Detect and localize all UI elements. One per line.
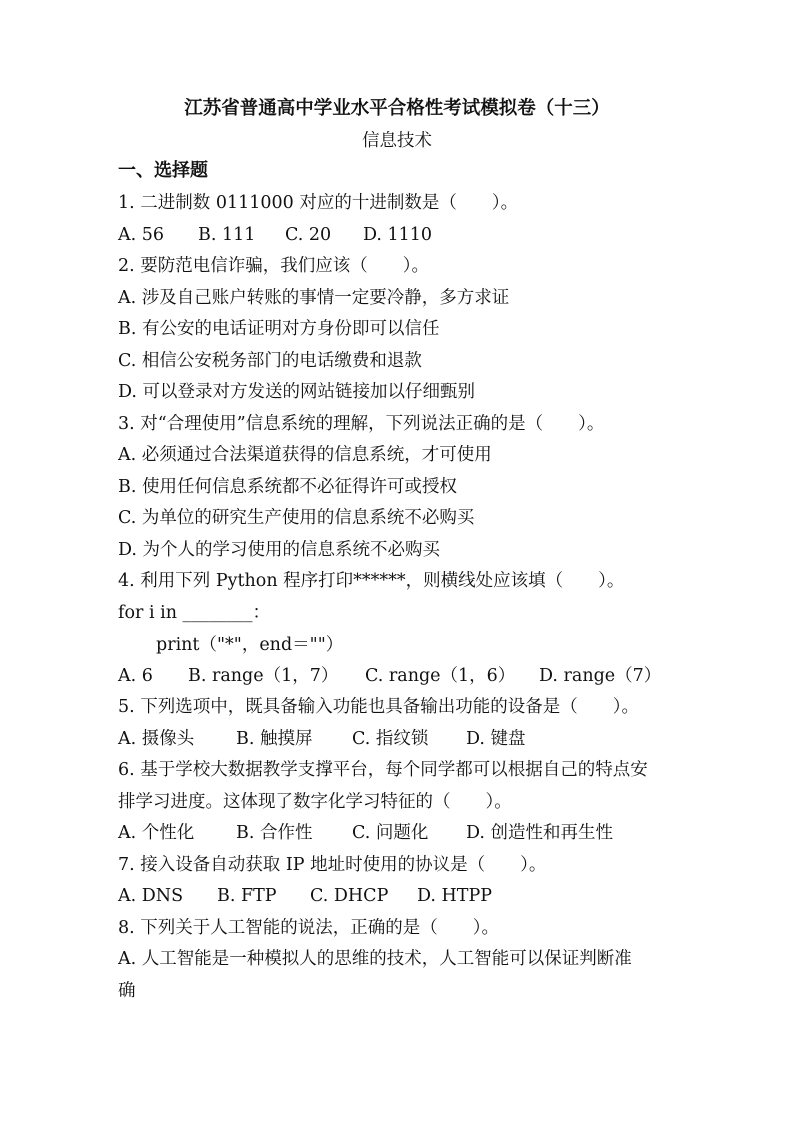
question-8-stem: 8. 下列关于人工智能的说法，正确的是（ ）。 [118,918,500,938]
q8-option-a-line-1: A. 人工智能是一种模拟人的思维的技术，人工智能可以保证判断准 [118,949,632,969]
q2-option-a: A. 涉及自己账户转账的事情一定要冷静，多方求证 [118,288,510,308]
q3-option-c: C. 为单位的研究生产使用的信息系统不必购买 [118,508,475,528]
q5-option-b: B. 触摸屏 [236,729,313,749]
question-6-stem-line-2: 排学习进度。这体现了数字化学习特征的（ ）。 [118,792,512,812]
question-2-stem: 2. 要防范电信诈骗，我们应该（ ）。 [118,256,430,276]
q1-option-c: C. 20 [285,225,332,245]
q1-option-a: A. 56 [118,225,165,245]
q4-option-c: C. range（1，6） [365,666,516,686]
q3-option-a: A. 必须通过合法渠道获得的信息系统，才可使用 [118,445,492,465]
question-5-stem: 5. 下列选项中，既具备输入功能也具备输出功能的设备是（ ）。 [118,697,640,717]
q7-option-b: B. FTP [217,886,277,906]
question-6-stem-line-1: 6. 基于学校大数据教学支撑平台，每个同学都可以根据自己的特点安 [118,760,648,780]
page-subtitle: 信息技术 [362,131,432,151]
q7-option-a: A. DNS [118,886,184,906]
question-7-stem: 7. 接入设备自动获取 IP 地址时使用的协议是（ ）。 [118,855,547,875]
q2-option-d: D. 可以登录对方发送的网站链接加以仔细甄别 [118,382,476,402]
q7-option-c: C. DHCP [310,886,389,906]
q4-option-d: D. range（7） [539,666,662,686]
q4-option-b: B. range（1，7） [188,666,339,686]
question-1-stem: 1. 二进制数 0111000 对应的十进制数是（ ）。 [118,193,519,213]
q6-option-d: D. 创造性和再生性 [466,823,614,843]
q2-option-b: B. 有公安的电话证明对方身份即可以信任 [118,319,440,339]
q4-code-line-2: print（"*"，end＝""） [156,635,344,655]
page-title: 江苏省普通高中学业水平合格性考试模拟卷（十三） [184,98,610,119]
q3-option-b: B. 使用任何信息系统都不必征得许可或授权 [118,477,457,497]
question-4-stem: 4. 利用下列 Python 程序打印******，则横线处应该填（ ）。 [118,571,625,591]
q6-option-b: B. 合作性 [236,823,313,843]
q2-option-c: C. 相信公安税务部门的电话缴费和退款 [118,351,422,371]
q4-code-line-1: for i in ________： [118,603,271,623]
q7-option-d: D. HTPP [417,886,493,906]
q1-option-b: B. 111 [198,225,256,245]
q5-option-c: C. 指纹锁 [352,729,429,749]
section-heading: 一、选择题 [118,160,208,181]
q5-option-a: A. 摄像头 [118,729,195,749]
q3-option-d: D. 为个人的学习使用的信息系统不必购买 [118,540,441,560]
q8-option-a-line-2: 确 [118,981,136,1001]
q1-option-d: D. 1110 [363,225,433,245]
q4-option-a: A. 6 [118,666,153,686]
q6-option-a: A. 个性化 [118,823,195,843]
q6-option-c: C. 问题化 [352,823,429,843]
question-3-stem: 3. 对“合理使用”信息系统的理解，下列说法正确的是（ ）。 [118,414,605,434]
q5-option-d: D. 键盘 [466,729,526,749]
